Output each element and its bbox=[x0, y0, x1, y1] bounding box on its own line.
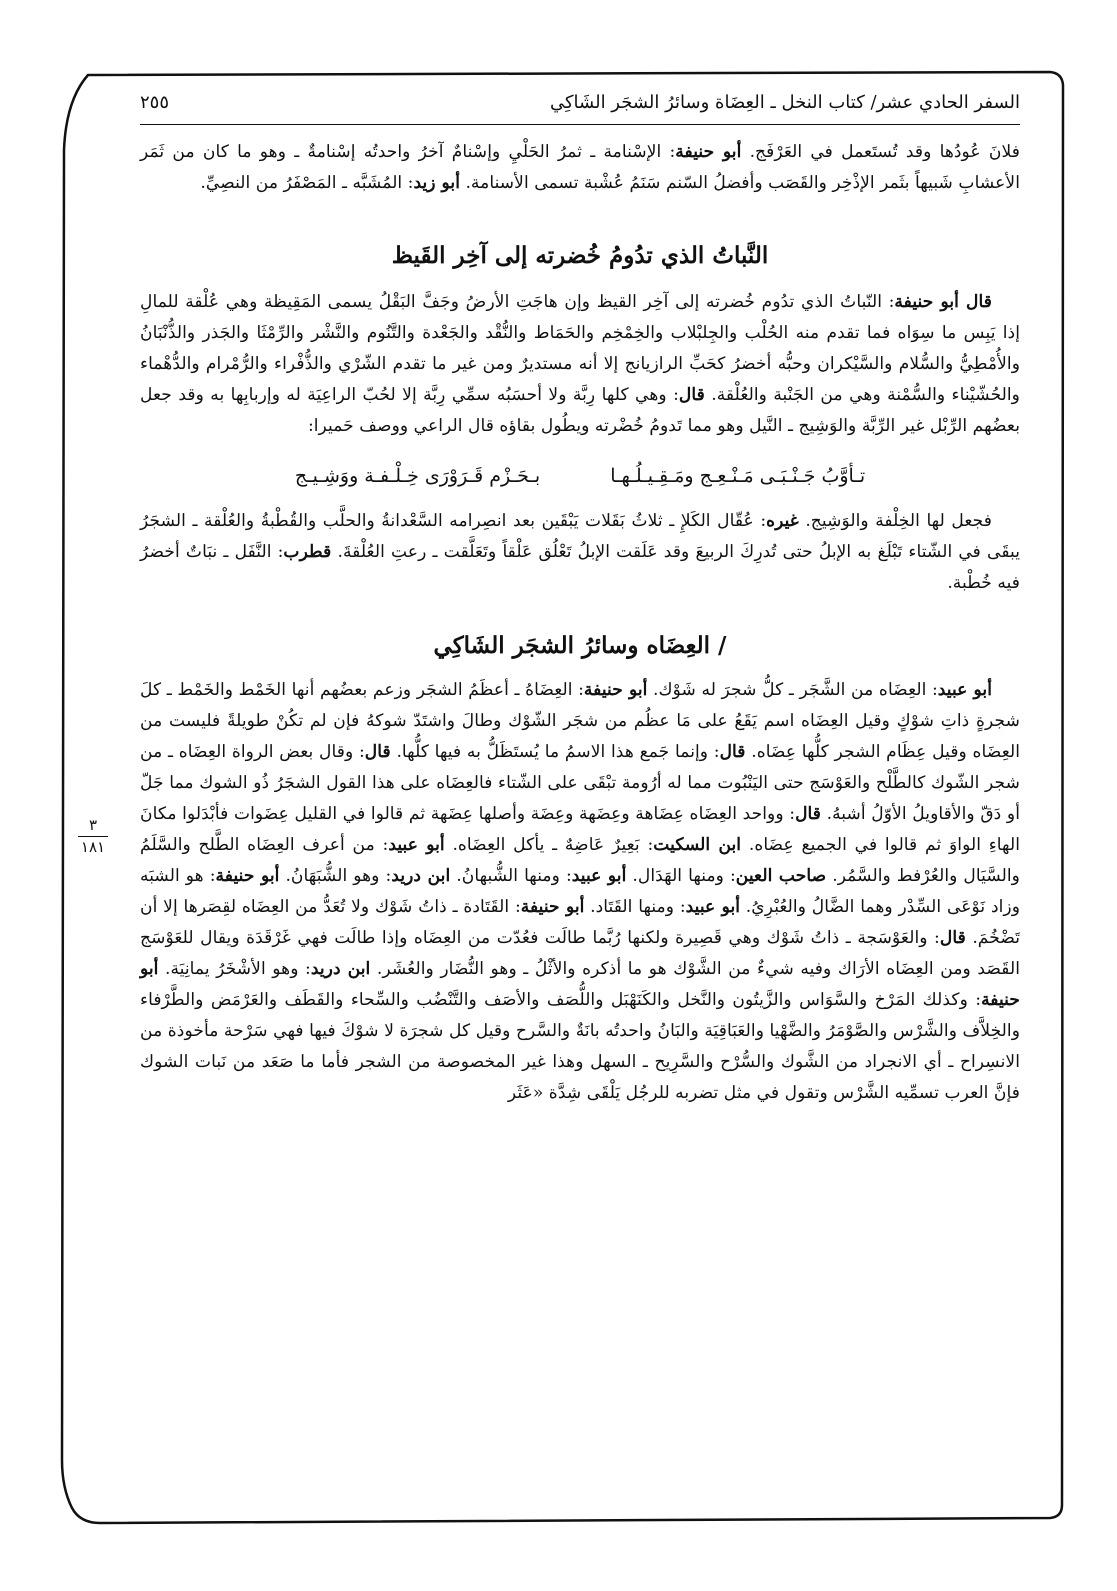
speaker-name: أبو زيد bbox=[413, 173, 460, 193]
margin-page-reference bbox=[74, 818, 112, 855]
speaker-name: أبو عبيد bbox=[685, 897, 741, 917]
paragraph bbox=[140, 506, 1020, 599]
speaker-name: قطرب bbox=[283, 542, 332, 562]
paragraph-text: : وواحد العِضَاه عِضَاهة وعِضَهة وعِضَة وأصلها عِضَهة ثم قالوا في القليل عِضَوات فأبْدَلوا مكانَ الهاءِ الواوَ ثم قالوا في الجميع عِضَاه. bbox=[140, 804, 1020, 855]
paragraph-text: : ومنها الهَدَال. bbox=[626, 866, 736, 886]
section-heading: / العِضَاه وسائرُ الشجَر الشَاكِي bbox=[433, 632, 727, 659]
speaker-name: قال أبو حنيفة bbox=[894, 292, 992, 312]
verse-hemistich-1: تـأوَّبُ جَـنْـبَـى مَـنْـعِـج ومَـقِـيـلُـهـا bbox=[610, 465, 866, 487]
paragraph bbox=[140, 675, 1020, 1109]
paragraph-text: : وإنما جَمع هذا الاسمُ ما يُستَظَلُّ به فيها كلُّها. bbox=[390, 742, 720, 762]
running-header bbox=[140, 82, 1020, 122]
paragraph-text: : وقال بعض الرواة العِضَاه ـ من شجر الشّوك كالطَّلْح والعَوْسَج حتى اليَنْبُوت مما له أرُومة تبْقَى على الشّتاء فالعِضَاه على هذا القول الشجَرُ ذُو الشوك مما جَلّ أو دَقّ والأقاويلُ الأوّلُ أشبهُ. bbox=[140, 742, 1020, 824]
paragraph-text: : من أعرف العِضَاه الطَّلح والسَّلَمُ والسَّيَال والعُرْفط والسَّمُر. bbox=[140, 835, 1020, 886]
speaker-name: أبو عبيد bbox=[571, 866, 627, 886]
paragraph bbox=[140, 287, 1020, 442]
margin-ref-bottom: ١٨١ bbox=[80, 838, 106, 856]
speaker-name: قال bbox=[678, 385, 705, 405]
page-body bbox=[140, 137, 1020, 1109]
header-title: السفر الحادي عشر/ كتاب النخل ـ العِضَاة وسائرُ الشجَر الشَاكِي bbox=[549, 91, 1020, 113]
paragraph-text: : القَتَادة ـ ذاتُ شَوْك ولا تُعَدُّ من العِضَاه لقِصَرها إلا أن تَضْخُمَ. bbox=[140, 897, 1021, 948]
margin-ref-rule bbox=[78, 836, 108, 837]
speaker-name: أبو حنيفة bbox=[583, 680, 648, 700]
paragraph-text: : وكذلك المَرْخ والسَّوَاس والزَّيتُون والنَّخل والكَنَهْبَل واللُّصَف والأصَف والتَّنْضُب والسِّحاء والقَطَف والعَرْمَض والطَّرْفاء والخِلاَّف والشَّرْس والصَّوْمَرُ والضَّهْيا والعَبَاقِيَة والبَانُ واحدتُه بانَةٌ والسَّرح وقيل كل شجرَة لا شوْكَ فيها فهي سَرْحة مأخوذة من الانسِراح ـ أي الانجراد من الشَّوك والسُّرْح والسَّرِيح ـ السهل وهذا غير المخصوصة من الشجر فأما ما صَعَد من نَبات الشوك فإنَّ العرب تسمِّيه الشَّرْس وتقول في مثل تضربه للرجُل يَلْقَى شِدَّة «عَثَر bbox=[140, 990, 1020, 1103]
speaker-name: ابن السكيت bbox=[653, 835, 742, 855]
speaker-name: صاحب العين bbox=[735, 866, 827, 886]
paragraph-text: : العِضَاه من الشَّجَر ـ كلُّ شجرَ له شَوْك. bbox=[647, 680, 938, 700]
paragraph-text: : وهو الأشْخَرُ يمانِيَة. bbox=[158, 959, 311, 979]
paragraph-text: فجعل لها الخِلْفة والوَشِيج. bbox=[798, 511, 992, 531]
paragraph-text: : المُشَبَّه ـ المَصْفَرُ من النصِيِّ. bbox=[200, 173, 414, 193]
poetry-verse bbox=[140, 456, 1020, 496]
speaker-name: قال bbox=[364, 742, 391, 762]
speaker-name: غيره bbox=[766, 511, 799, 531]
paragraph bbox=[140, 137, 1020, 199]
speaker-name: أبو حنيفة bbox=[520, 897, 585, 917]
speaker-name: أبو عبيد bbox=[937, 680, 992, 700]
speaker-name: أبو حنيفة bbox=[140, 959, 1020, 1010]
paragraph-text: : وهو الشُّبَهَانُ. bbox=[279, 866, 392, 886]
speaker-name: أبو حنيفة bbox=[675, 142, 742, 162]
paragraph-text: : العِضَاهُ ـ أعظَمُ الشجَر وزعم بعضُهم أنها الخَمْط والخَمْط ـ كلَ شجرةٍ ذاتِ شوْكٍ وقيل العِضَاه اسم يَقَعُ على مَا عظُم من شجَر الشّوْك وطالَ واشتَدّ شوكهُ فإن لم تكُنْ طويلةً فليست من العِضَاه وقيل عِظَام الشجر كلُّها عِضَاه. bbox=[140, 680, 1020, 762]
margin-ref-top: ٣ bbox=[88, 816, 98, 834]
speaker-name: أبو حنيفة bbox=[215, 866, 280, 886]
speaker-name: ابن دريد bbox=[391, 866, 451, 886]
paragraph-text: : عُقّال الكَلإِ ـ ثلاثُ بَقَلات يَبْقَين بعد انصِرامه السَّعْدانةُ والحلَّب والقُطْبةُ والعُلْقة ـ الشجَرُ يبقَى في الشّتاء تَبْلَغ به الإبلُ حتى تُدرِكَ الربيعَ وقد عَلَقت الإبلُ تَعْلُق عَلْقاً وتَعَلَّقت ـ رعتِ العُلْقةَ. bbox=[140, 511, 1020, 562]
page-number: ٢٥٥ bbox=[140, 91, 170, 113]
paragraph-text: : وهي كلها رِبَّة ولا أحسَبُه سمِّي رِبَّة إلا لحُبّ الراعِيَة له وإربابِها به وقد جعل بعضُهم الرِّبْل غير الرِّبَّة والوَشِيج ـ النَّيل وهو مما تَدومُ خُضْرته ويطُول بقاؤه قال الراعي ووصف حَميرا: bbox=[140, 385, 1020, 436]
paragraph-text: فلانَ عُودُها وقد تُستَعمل في العَرْفَج. bbox=[741, 142, 1020, 162]
section-heading: النَّباتُ الذي تدُومُ خُضرته إلى آخِر القَيظ bbox=[391, 242, 769, 269]
paragraph-text: : هو الشبَه وزاد نَوْعَى السِّدْر وهما الضَّالُ والعُبْرِيُ. bbox=[140, 866, 1020, 917]
speaker-name: قال bbox=[939, 928, 966, 948]
paragraph-text: : والعَوْسَجة ـ ذاتُ شَوْك وهي قَصِيرة ولكنها رُبَّما طالَت فعُدّت من العِضَاه وإذا طالَت فهي غَرْقَدَة ويقال للعَوْسَج القَصَد ومن العِضَاه الأرَاك وفيه شيءٌ من الشَّوْك هو ما أذكره والأثْلُ ـ وهو النُّضَار والعُشَر. bbox=[140, 928, 1021, 979]
paragraph-text: : ومنها الشُّبهانُ. bbox=[450, 866, 572, 886]
speaker-name: قال bbox=[795, 804, 822, 824]
paragraph-text: : ومنها القَتَاد. bbox=[584, 897, 686, 917]
verse-hemistich-2: بـحَـزْم قَـرَوْرَى خِـلْـفـة ووَشِـيـج bbox=[294, 465, 541, 487]
speaker-name: أبو عبيد bbox=[388, 835, 445, 855]
paragraph-text: : الإسْنامة ـ ثمرُ الحَلْيِ وإسْنامٌ آخرُ واحدتُه إسْنامةٌ ـ وهو ما كان من ثَمَر الأعشابِ شَبيهاً بثَمر الإذْخِر والقَصَب وأفضلُ السّنم سَنَمُ عُشْبة تسمى الأسنامة. bbox=[140, 142, 1020, 193]
paragraph-text: : النَّفَل ـ نبَاتٌ أخضرُ فيه خُطْبة. bbox=[140, 542, 1020, 593]
header-rule bbox=[140, 124, 1020, 125]
paragraph-text: : النّباتُ الذي تدُوم خُضرته إلى آخِر القيظ وإن هاجَتِ الأرضُ وجَفَّ البَقْلُ يسمى المَقِيظة وهي عُلْقة للمالِ إذا يَبِس ما سِوَاه فما تقدم منه الحُلْب والجِلبْلاب والخِمْخِم والحَمَاط والنُّقْد والجَعْدة والتَّنُوم والنَّشْر والرِّمْثَا والجَذر والذُّنْبَانُ والأُمْطِيُّ والسُّلام والسَّيْكران وحبُّه أخضرُ كحَبِّ الرازيانج إلا أنه مستديرٌ ومن غير ما تقدم الشّرْي والذُّفْراء والرُّمْرام والدُّهْماء والحُشّيْناء والسُّمْنة وهي من الجَنْبة والعُلْقة. bbox=[140, 292, 1020, 405]
page bbox=[140, 82, 1020, 1512]
paragraph-text: : بَعِيرٌ عَاضِهٌ ـ يأكل العِضَاه. bbox=[444, 835, 654, 855]
speaker-name: ابن دريد bbox=[310, 959, 371, 979]
speaker-name: قال bbox=[719, 742, 746, 762]
